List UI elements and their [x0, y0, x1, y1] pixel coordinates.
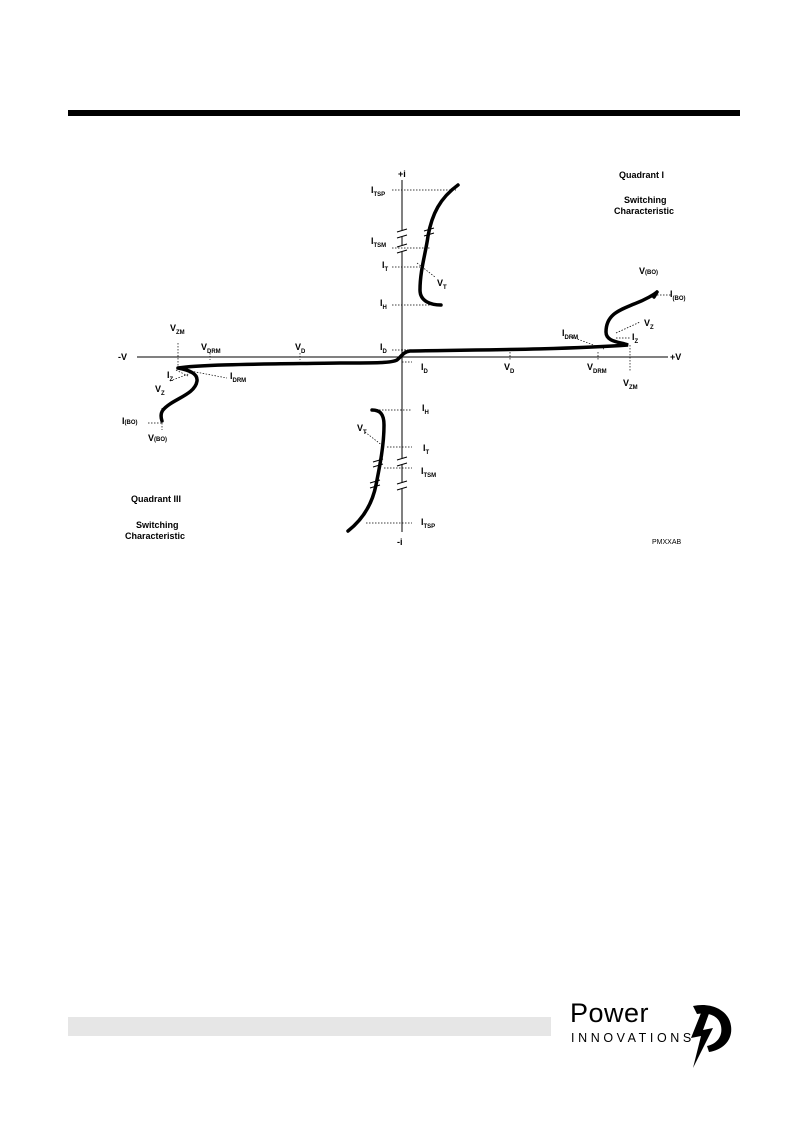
svg-text:ITSM: $I_{TSM}$ — [421, 466, 437, 479]
quadrant-3-subtitle-1: Switching — [136, 520, 179, 530]
neg-v-label: -V — [118, 352, 127, 362]
svg-text:IH: $I_H$ — [380, 298, 387, 311]
svg-text:I(BO): I(BO) — [122, 416, 138, 426]
footer-bar — [68, 1017, 551, 1036]
svg-text:IT: $I_T$ — [382, 260, 389, 273]
svg-text:IDRM: $I_{DRM}$ — [230, 371, 247, 384]
svg-text:ITSP: $I_{TSP}$ — [371, 185, 386, 198]
svg-text:VDRM: $V_{DRM}$ — [201, 342, 221, 355]
svg-text:IDRM: $I_{DRM}$ — [562, 328, 579, 341]
svg-text:IZ: $I_Z$ — [632, 332, 639, 345]
svg-text:ITSM: $I_{TSM}$ — [371, 236, 387, 249]
svg-text:IH: $I_H$ — [422, 403, 429, 416]
svg-text:VDRM: $V_{DRM}$ — [587, 362, 607, 375]
svg-text:VT: $V_T$ — [437, 278, 447, 291]
svg-text:IZ: $I_Z$ — [167, 370, 174, 383]
quadrant-1-subtitle-1: Switching — [624, 195, 667, 205]
quadrant-3-title: Quadrant III — [131, 494, 182, 504]
svg-text:ID: $I_D$ — [421, 362, 428, 375]
quadrant-1-subtitle-2: Characteristic — [614, 206, 675, 216]
lightning-bolt-icon — [679, 1002, 741, 1070]
quadrant-3-subtitle-2: Characteristic — [125, 531, 186, 541]
svg-text:VZ: $V_Z$ — [155, 384, 165, 397]
svg-text:IT: $I_T$ — [423, 443, 430, 456]
svg-text:VT: $V_T$ — [357, 423, 367, 436]
svg-text:V(BO): V(BO) — [639, 266, 659, 276]
on-state-curve-q3 — [348, 410, 384, 531]
svg-text:I(BO): $I_{(BO)}$ — [670, 289, 686, 302]
svg-text:V(BO): V(BO) — [148, 433, 168, 443]
logo-subtitle: INNOVATIONS — [571, 1031, 695, 1045]
svg-text:VZM: $V_{ZM}$ — [623, 378, 638, 391]
svg-text:ITSP: $I_{TSP}$ — [421, 517, 436, 530]
figure-code: PMXXAB — [652, 539, 682, 546]
quadrant-1-title: Quadrant I — [619, 170, 665, 180]
pos-i-label: +i — [398, 169, 406, 179]
logo-word: Power — [570, 998, 650, 1028]
svg-text:ID: $I_D$ — [380, 342, 387, 355]
power-innovations-logo — [568, 1000, 743, 1070]
svg-text:VZ: $V_Z$ — [644, 318, 654, 331]
neg-i-label: -i — [397, 537, 403, 547]
pos-v-label: +V — [670, 352, 682, 362]
svg-text:VD: $V_D$ — [295, 342, 306, 355]
svg-text:VZM: $V_{ZM}$ — [170, 323, 185, 336]
svg-text:VD: $V_D$ — [504, 362, 515, 375]
